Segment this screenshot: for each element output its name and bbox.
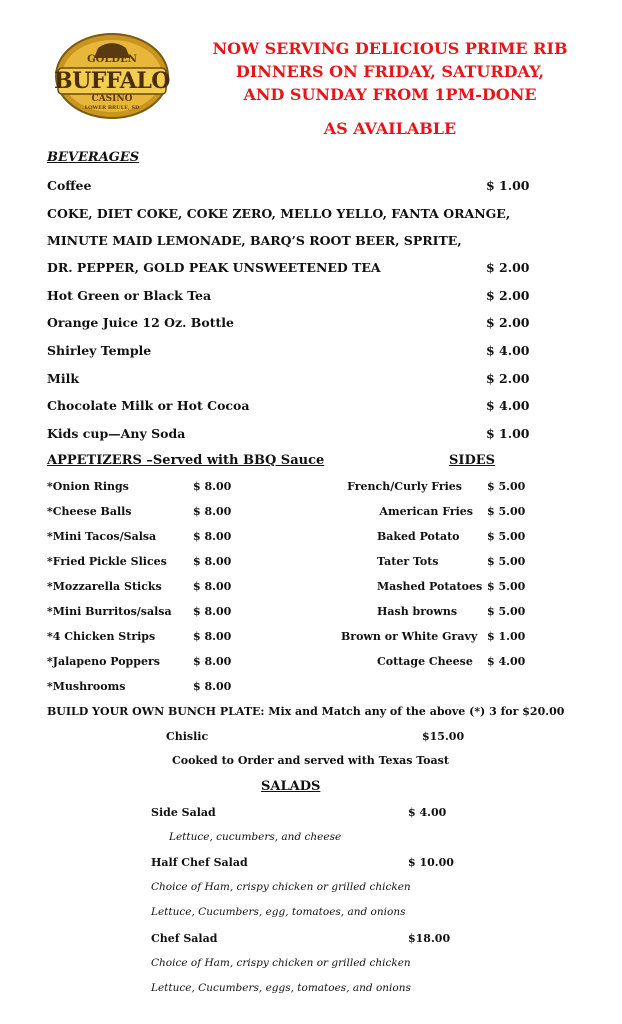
chef-salad-desc2: Lettuce, Cucumbers, eggs, tomatoes, and onions [151,982,411,994]
beverage-name: Kids cup—Any Soda [47,426,186,441]
appetizer-price: $ 8.00 [193,580,232,593]
side-salad-name: Side Salad [151,806,216,819]
side-name: French/Curly Fries [347,480,462,493]
side-price: $ 1.00 [487,630,526,643]
side-name: Baked Potato [377,530,460,543]
appetizer-name: *Jalapeno Poppers [47,655,160,668]
side-price: $ 5.00 [487,480,526,493]
beverage-price: $ 2.00 [486,260,530,275]
beverage-name: DR. PEPPER, GOLD PEAK UNSWEETENED TEA [47,260,381,275]
beverages-title: BEVERAGES [47,150,140,165]
chislic-name: Chislic [166,730,209,743]
half-chef-salad-desc1: Choice of Ham, crispy chicken or grilled chicken [151,881,411,893]
chef-salad-price: $18.00 [408,932,451,945]
salads-title: SALADS [261,779,321,794]
beverage-name: Coffee [47,178,92,193]
side-name: Cottage Cheese [377,655,473,668]
beverage-price: $ 1.00 [486,426,530,441]
beverage-price: $ 4.00 [486,398,530,413]
side-name: Brown or White Gravy [341,630,478,643]
chef-salad-name: Chef Salad [151,932,218,945]
appetizer-price: $ 8.00 [193,680,232,693]
half-chef-salad-name: Half Chef Salad [151,856,248,869]
promo-line3: AND SUNDAY FROM 1PM-DONE [243,85,537,104]
side-price: $ 5.00 [487,605,526,618]
appetizer-name: *Cheese Balls [47,505,132,518]
side-name: Tater Tots [377,555,439,568]
side-name: American Fries [379,505,473,518]
beverage-name: Shirley Temple [47,343,152,358]
beverage-price: $ 4.00 [486,343,530,358]
beverage-name: Hot Green or Black Tea [47,288,212,303]
beverage-name: MINUTE MAID LEMONADE, BARQ’S ROOT BEER, SPRITE, [47,233,462,248]
sides-title: SIDES [449,453,496,468]
chislic-price: $15.00 [422,730,465,743]
beverage-price: $ 2.00 [486,371,530,386]
beverage-name: Orange Juice 12 Oz. Bottle [47,315,234,330]
side-name: Mashed Potatoes [377,580,483,593]
appetizer-price: $ 8.00 [193,655,232,668]
appetizer-name: *Mini Tacos/Salsa [47,530,157,543]
appetizer-price: $ 8.00 [193,505,232,518]
side-salad-desc: Lettuce, cucumbers, and cheese [169,831,342,843]
appetizer-name: *4 Chicken Strips [47,630,156,643]
logo-line4: LOWER BRULE, SD [84,105,140,111]
logo-line1: GOLDEN [87,54,137,65]
beverage-price: $ 1.00 [486,178,530,193]
appetizer-price: $ 8.00 [193,530,232,543]
promo-line4: AS AVAILABLE [323,119,457,138]
appetizer-name: *Mushrooms [47,680,126,693]
appetizer-name: *Onion Rings [47,480,129,493]
appetizer-price: $ 8.00 [193,630,232,643]
beverage-price: $ 2.00 [486,315,530,330]
side-price: $ 4.00 [487,655,526,668]
side-price: $ 5.00 [487,580,526,593]
half-chef-salad-price: $ 10.00 [408,856,454,869]
appetizers-title: APPETIZERS –Served with BBQ Sauce [47,453,325,468]
side-price: $ 5.00 [487,505,526,518]
beverage-price: $ 2.00 [486,288,530,303]
appetizer-name: *Fried Pickle Slices [47,555,167,568]
chef-salad-desc1: Choice of Ham, crispy chicken or grilled chicken [151,957,411,969]
logo-line2: BUFFALO [54,68,170,94]
promo-line1: NOW SERVING DELICIOUS PRIME RIB [212,39,568,58]
appetizer-price: $ 8.00 [193,480,232,493]
side-name: Hash browns [377,605,458,618]
appetizer-name: *Mini Burritos/salsa [47,605,172,618]
bunch-plate-note: BUILD YOUR OWN BUNCH PLATE: Mix and Match any of the above (*) 3 for $20.00 [47,705,565,718]
side-price: $ 5.00 [487,555,526,568]
side-salad-price: $ 4.00 [408,806,447,819]
appetizer-price: $ 8.00 [193,605,232,618]
beverage-name: Chocolate Milk or Hot Cocoa [47,398,250,413]
beverage-name: COKE, DIET COKE, COKE ZERO, MELLO YELLO, FANTA ORANGE, [47,206,511,221]
promo-line2: DINNERS ON FRIDAY, SATURDAY, [235,62,545,81]
logo-line3: CASINO [91,94,133,104]
golden-buffalo-logo [48,28,176,124]
beverage-name: Milk [47,371,79,386]
side-price: $ 5.00 [487,530,526,543]
chislic-note: Cooked to Order and served with Texas Toast [172,754,449,767]
appetizer-name: *Mozzarella Sticks [47,580,162,593]
half-chef-salad-desc2: Lettuce, Cucumbers, egg, tomatoes, and onions [151,906,406,918]
appetizer-price: $ 8.00 [193,555,232,568]
